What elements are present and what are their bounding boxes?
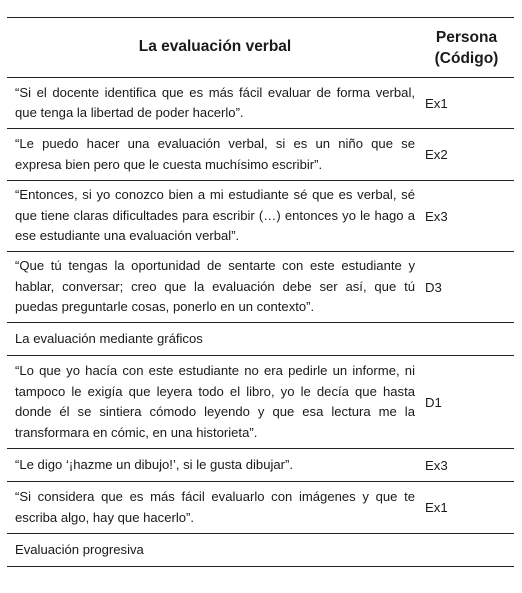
table-row <box>7 482 514 534</box>
category-header: La evaluación verbal <box>138 38 292 56</box>
code-cell: Ex3 <box>425 457 448 473</box>
quote-cell: “Si el docente identifica que es más fácil evaluar de forma verbal, que tenga la libertad de poder hacerlo”. <box>15 84 415 120</box>
quote-cell: “Que tú tengas la oportunidad de sentarte con este estudiante y hablar, conversar; creo que la evaluación debe ser así, que tú puedas preguntarle cosas, ponerlo en un contexto”. <box>15 258 415 315</box>
quote-cell: “Le digo ‘¡hazme un dibujo!’, si le gusta dibujar”. <box>15 456 294 472</box>
table-row <box>7 356 514 449</box>
person-header-line1: Persona <box>435 28 498 46</box>
code-cell: D3 <box>425 279 442 295</box>
quote-cell: “Lo que yo hacía con este estudiante no era pedirle un informe, ni tampoco le exigía que leyera todo el libro, yo le decía que hasta donde él se sintiera cómodo leyendo y que esa lectura me la transformara en cómic, en una historieta”. <box>15 363 415 440</box>
table-row <box>7 181 514 252</box>
person-header-line2: (Código) <box>434 49 499 67</box>
code-cell: Ex1 <box>425 500 448 515</box>
evaluation-quotes-table <box>7 17 514 567</box>
table-row <box>7 129 514 181</box>
table-row <box>7 449 514 482</box>
code-cell: Ex1 <box>425 95 448 111</box>
section-title: Evaluación progresiva <box>15 541 144 557</box>
table-header-row <box>7 18 514 78</box>
quote-cell: “Si considera que es más fácil evaluarlo con imágenes y que te escriba algo, hay que hacerlo”. <box>15 489 415 525</box>
quote-cell: “Entonces, si yo conozco bien a mi estudiante sé que es verbal, sé que tiene claras dificultades para escribir (…) entonces yo le hago a ese estudiante una evaluación verbal”. <box>15 187 415 244</box>
table-row <box>7 78 514 129</box>
code-cell: D1 <box>425 394 442 410</box>
section-row-graphics <box>7 323 514 356</box>
table-row <box>7 252 514 323</box>
section-row-progressive <box>7 534 514 567</box>
person-code-header <box>419 27 514 69</box>
section-title: La evaluación mediante gráficos <box>15 330 203 346</box>
code-cell: Ex2 <box>425 147 448 162</box>
code-cell: Ex3 <box>425 208 448 224</box>
quote-cell: “Le puedo hacer una evaluación verbal, si es un niño que se expresa bien pero que le cuesta muchísimo escribir”. <box>15 136 415 172</box>
